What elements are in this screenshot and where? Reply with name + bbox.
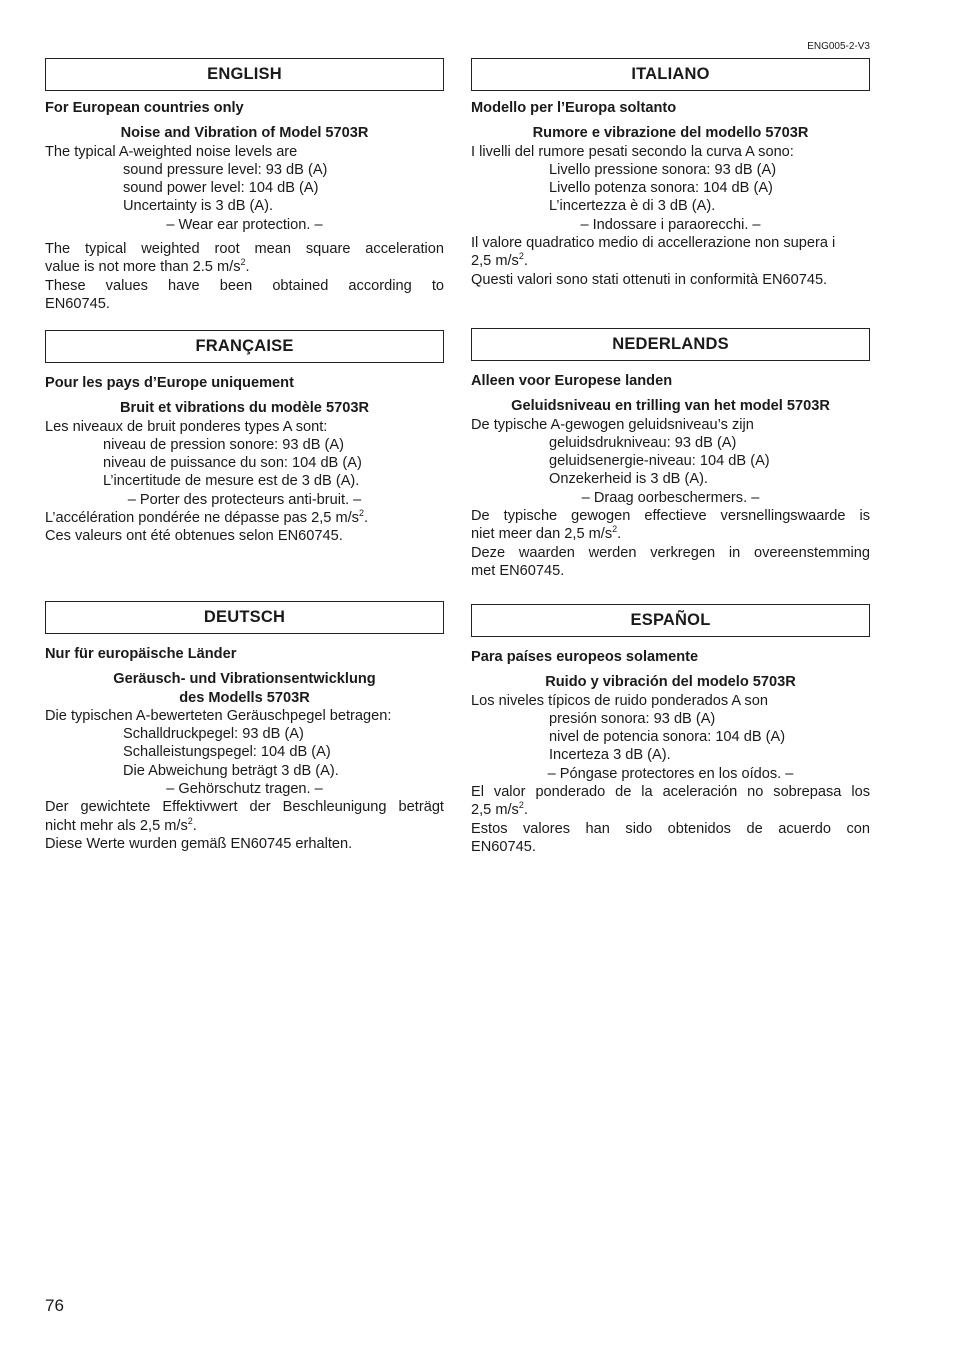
standard-line-2: met EN60745.	[471, 562, 565, 579]
ear-protection-warning: – Gehörschutz tragen. –	[166, 781, 323, 798]
sound-power-level: sound power level: 104 dB (A)	[123, 180, 319, 197]
uncertainty: Die Abweichung beträgt 3 dB (A).	[123, 762, 339, 779]
ear-protection-warning: – Póngase protectores en los oídos. –	[547, 765, 794, 782]
intro-text: Die typischen A-bewerteten Geräuschpegel betragen:	[45, 707, 392, 724]
intro-text: De typische A-gewogen geluidsniveau’s zijn	[471, 416, 754, 433]
intro-text: The typical A-weighted noise levels are	[45, 143, 298, 160]
section-title: Noise and Vibration of Model 5703R	[120, 125, 369, 142]
standard-line-2: EN60745.	[45, 295, 110, 312]
sound-power-level: Schalleistungspegel: 104 dB (A)	[123, 744, 331, 761]
ear-protection-warning: – Wear ear protection. –	[166, 216, 323, 233]
section-heading: NEDERLANDS	[471, 328, 870, 361]
intro-text: Les niveaux de bruit ponderes types A sont:	[45, 418, 328, 435]
standard-line: Ces valeurs ont été obtenues selon EN60745.	[45, 528, 343, 545]
acceleration-line-1: El valor ponderado de la aceleración no sobrepasa los	[471, 784, 870, 801]
section-francaise	[45, 330, 444, 546]
standard-line: Questi valori sono stati ottenuti in conformità EN60745.	[471, 271, 828, 288]
uncertainty: Uncertainty is 3 dB (A).	[123, 198, 274, 215]
intro-text: I livelli del rumore pesati secondo la curva A sono:	[471, 143, 794, 160]
section-heading: ENGLISH	[45, 58, 444, 91]
acceleration-line-2: value is not more than 2.5 $m/s^2$.	[45, 257, 250, 276]
standard-line: Diese Werte wurden gemäß EN60745 erhalten.	[45, 835, 353, 852]
section-heading: DEUTSCH	[45, 601, 444, 634]
sound-pressure-level: Schalldruckpegel: 93 dB (A)	[123, 726, 304, 743]
region-note: Modello per l’Europa soltanto	[471, 100, 677, 116]
ear-protection-warning: – Porter des protecteurs anti-bruit. –	[127, 491, 362, 508]
section-title: Rumore e vibrazione del modello 5703R	[532, 125, 809, 142]
region-note: Para países europeos solamente	[471, 649, 699, 665]
intro-text: Los niveles típicos de ruido ponderados A son	[471, 692, 768, 709]
sound-power-level: Livello potenza sonora: 104 dB (A)	[549, 180, 773, 197]
section-heading: FRANÇAISE	[45, 330, 444, 363]
standard-line-1: These values have been obtained according to	[45, 277, 444, 294]
uncertainty: Incerteza 3 dB (A).	[549, 747, 671, 764]
acceleration-line-1: Il valore quadratico medio di accellerazione non supera i	[471, 235, 836, 252]
region-note: Nur für europäische Länder	[45, 646, 237, 662]
section-title-line-2: des Modells 5703R	[179, 689, 310, 706]
acceleration-line-2: 2,5 $m/s^2$.	[471, 800, 528, 819]
standard-line-1: Deze waarden werden verkregen in overeenstemming	[471, 544, 870, 561]
region-note: For European countries only	[45, 100, 244, 116]
section-title: Bruit et vibrations du modèle 5703R	[120, 400, 369, 417]
acceleration-line-1: De typische gewogen effectieve versnellingswaarde is	[471, 508, 870, 525]
uncertainty: L’incertezza è di 3 dB (A).	[549, 198, 716, 215]
section-title: Ruido y vibración del modelo 5703R	[545, 674, 796, 691]
acceleration-line-1: Der gewichtete Effektivwert der Beschleunigung beträgt	[45, 799, 444, 816]
sound-pressure-level: sound pressure level: 93 dB (A)	[123, 161, 328, 178]
section-title-line-1: Geräusch- und Vibrationsentwicklung	[113, 671, 376, 688]
sound-pressure-level: Livello pressione sonora: 93 dB (A)	[549, 161, 777, 178]
uncertainty: L’incertitude de mesure est de 3 dB (A).	[103, 473, 360, 490]
section-title: Geluidsniveau en trilling van het model 5703R	[511, 398, 830, 415]
section-deutsch	[45, 601, 444, 853]
page-number: 76	[45, 1296, 64, 1315]
region-note: Alleen voor Europese landen	[471, 373, 673, 389]
sound-pressure-level: presión sonora: 93 dB (A)	[549, 710, 716, 727]
acceleration-line-2: 2,5 $m/s^2$.	[471, 251, 528, 270]
document-reference: ENG005-2-V3	[807, 41, 870, 52]
sound-pressure-level: niveau de pression sonore: 93 dB (A)	[103, 436, 344, 453]
sound-power-level: nivel de potencia sonora: 104 dB (A)	[549, 729, 786, 746]
uncertainty: Onzekerheid is 3 dB (A).	[549, 471, 708, 488]
ear-protection-warning: – Draag oorbeschermers. –	[581, 489, 760, 506]
sound-pressure-level: geluidsdrukniveau: 93 dB (A)	[549, 434, 737, 451]
acceleration-line-2: nicht mehr als 2,5 $m/s^2$.	[45, 815, 197, 834]
section-heading: ITALIANO	[471, 58, 870, 91]
section-espanol	[471, 604, 870, 856]
acceleration-line-1: The typical weighted root mean square acceleration	[45, 241, 444, 258]
section-english	[45, 58, 444, 313]
region-note: Pour les pays d’Europe uniquement	[45, 375, 294, 391]
ear-protection-warning: – Indossare i paraorecchi. –	[580, 216, 761, 233]
acceleration-line: L’accélération pondérée ne dépasse pas 2,5 $m/s^2$.	[45, 508, 369, 527]
standard-line-1: Estos valores han sido obtenidos de acuerdo con	[471, 820, 870, 837]
standard-line-2: EN60745.	[471, 838, 536, 855]
sound-power-level: niveau de puissance du son: 104 dB (A)	[103, 455, 362, 472]
section-nederlands	[471, 328, 870, 580]
acceleration-line-2: niet meer dan 2,5 $m/s^2$.	[471, 524, 622, 543]
section-heading: ESPAÑOL	[471, 604, 870, 637]
sound-power-level: geluidsenergie-niveau: 104 dB (A)	[549, 453, 770, 470]
section-italiano	[471, 58, 870, 289]
